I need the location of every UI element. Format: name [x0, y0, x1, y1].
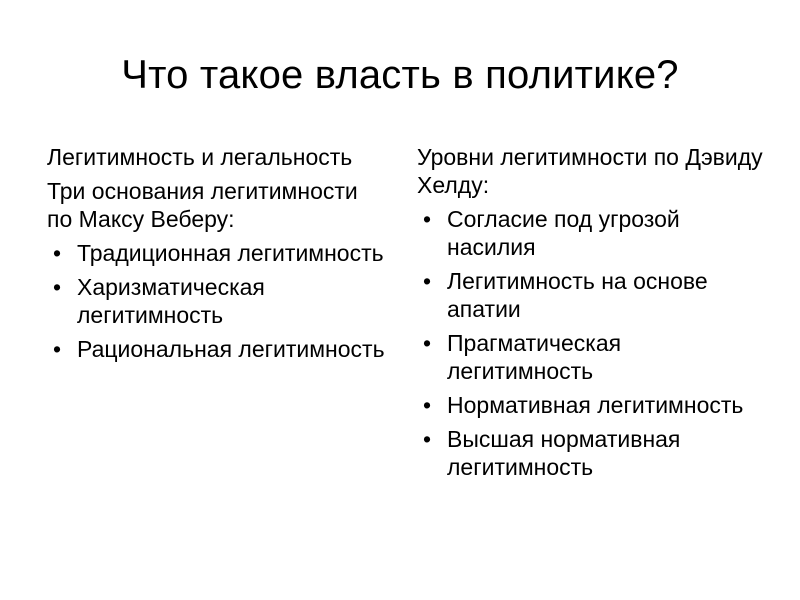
- bullet-text: Высшая нормативная легитимность: [447, 426, 681, 480]
- bullet-text: Рациональная легитимность: [77, 336, 385, 362]
- right-bullet-list: [417, 205, 767, 481]
- bullet-text: Прагматическая легитимность: [447, 330, 622, 384]
- bullet-item: [47, 273, 387, 329]
- right-paragraph: Уровни легитимности по Дэвиду Хелду:: [417, 144, 763, 198]
- left-column: [47, 143, 387, 369]
- bullet-item: [47, 335, 387, 363]
- bullet-icon: •: [53, 336, 62, 362]
- bullet-icon: •: [53, 274, 62, 300]
- bullet-icon: •: [423, 392, 432, 418]
- bullet-icon: •: [423, 330, 432, 356]
- bullet-text: Харизматическая легитимность: [77, 274, 265, 328]
- right-column: [417, 143, 767, 487]
- bullet-item: [417, 425, 767, 481]
- bullet-icon: •: [53, 240, 62, 266]
- bullet-icon: •: [423, 426, 432, 452]
- left-paragraph: Легитимность и легальность: [47, 144, 353, 170]
- bullet-icon: •: [423, 268, 432, 294]
- bullet-item: [47, 239, 387, 267]
- bullet-item: [417, 329, 767, 385]
- bullet-text: Согласие под угрозой насилия: [447, 206, 680, 260]
- bullet-icon: •: [423, 206, 432, 232]
- left-paragraph: Три основания легитимности по Максу Веберу:: [47, 178, 358, 232]
- bullet-text: Нормативная легитимность: [447, 392, 744, 418]
- bullet-text: Легитимность на основе апатии: [447, 268, 708, 322]
- bullet-item: [417, 391, 767, 419]
- bullet-text: Традиционная легитимность: [77, 240, 384, 266]
- bullet-item: [417, 267, 767, 323]
- left-bullet-list: [47, 239, 387, 363]
- bullet-item: [417, 205, 767, 261]
- slide-title: Что такое власть в политике?: [121, 53, 679, 97]
